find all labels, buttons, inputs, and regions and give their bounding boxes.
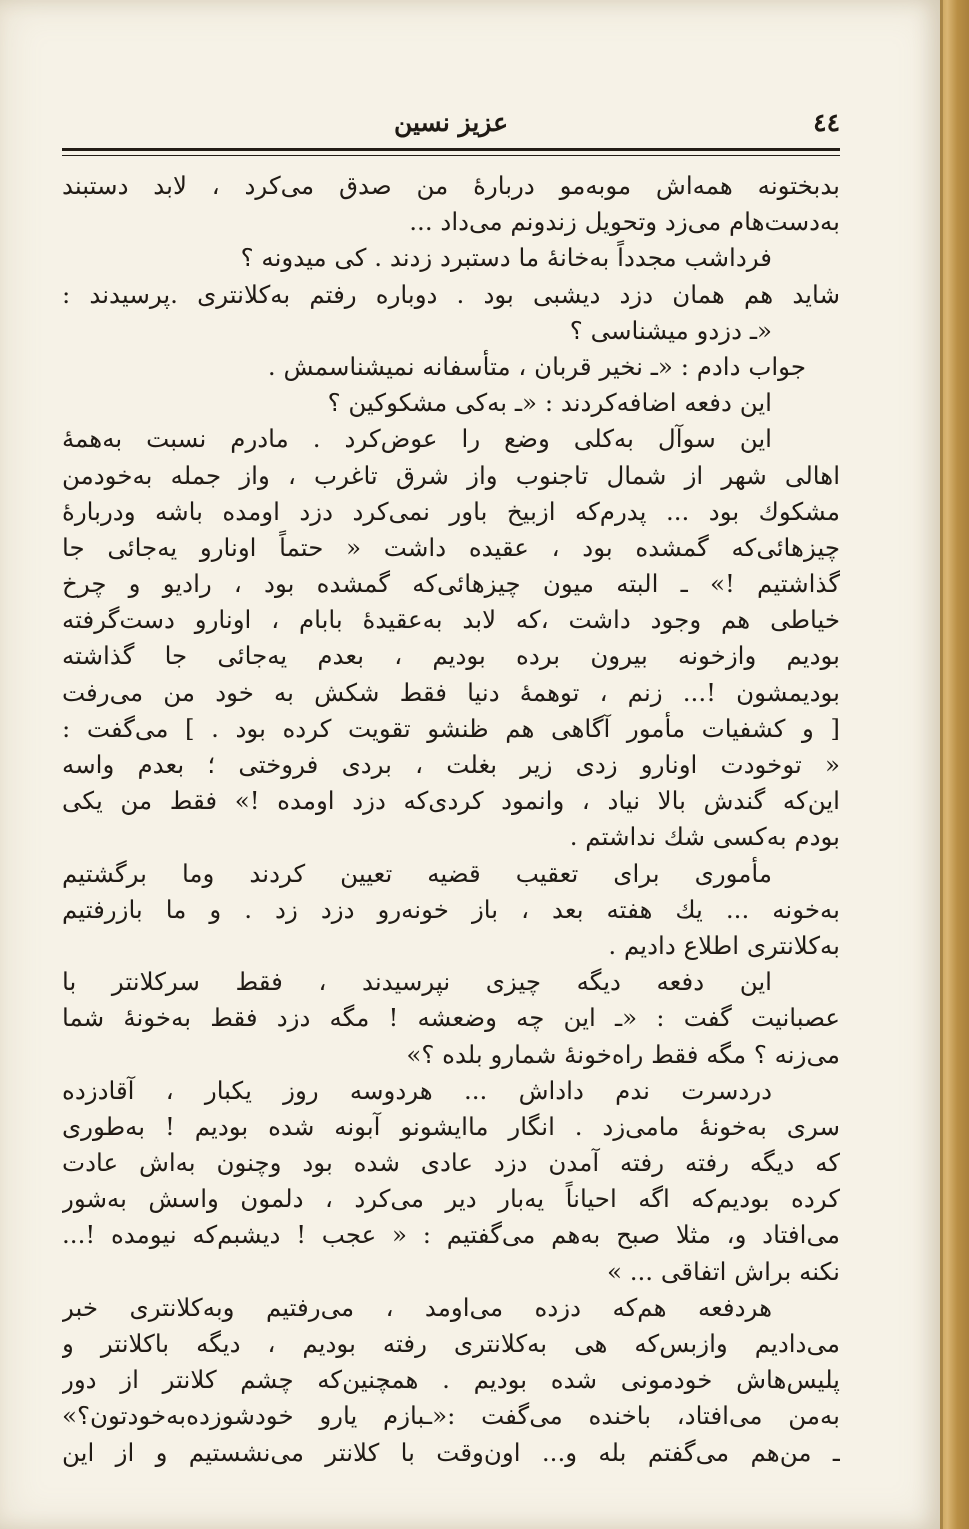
text-line: [ و کشفیات مأمور آگاهی هم ظنشو تقویت کرده بود . ] می‌گفت : xyxy=(62,713,840,743)
text-line: شاید هم همان دزد دیشبی بود . دوباره رفتم به‌کلانتری .پرسیدند : xyxy=(62,279,840,309)
text-line: پلیس‌هاش خودمونی شده بودیم . همچنین‌که چشم کلانتر از دور xyxy=(62,1365,840,1395)
body-text xyxy=(62,168,840,1471)
text-line: کرده بودیم‌که اگه احیاناً یه‌بار دیر می‌کرد ، دلمون واسش به‌شور xyxy=(62,1184,840,1214)
text-line: که دیگه رفته رفته آمدن دزد عادی شده بود وچنون به‌اش عادت xyxy=(62,1148,840,1178)
text-line: چیزهائی‌که گمشده بود ، عقیده داشت « حتماً اونارو یه‌جائی جا xyxy=(62,532,840,562)
text-line: هردفعه هم‌که دزده می‌اومد ، می‌رفتیم وبه‌کلانتری خبر xyxy=(62,1292,772,1322)
book-page-edge xyxy=(940,0,969,1529)
text-line: جواب دادم : «ـ نخیر قربان ، متأسفانه نمیشناسمش . xyxy=(267,351,806,381)
text-line: بدبختونه همه‌اش موبه‌مو دربارهٔ من صدق می‌کرد ، لابد دستبند xyxy=(62,171,840,200)
page-header xyxy=(62,108,840,142)
text-line: دردسرت ندم داداش ... هردوسه روز یکبار ، آقادزده xyxy=(62,1075,772,1105)
text-line: به‌خونه ... یك هفته بعد ، باز خونه‌رو دزد زد . و ما بازرفتیم xyxy=(62,894,840,924)
text-line: فرداشب مجدداً به‌خانهٔ ما دستبرد زدند . کی میدونه ؟ xyxy=(240,243,772,273)
text-line: عصبانیت گفت : «ـ این چه وضعشه ! مگه دزد فقط به‌خونهٔ شما xyxy=(62,1003,840,1033)
text-line: بودم به‌کسی شك نداشتم . xyxy=(569,822,840,852)
running-title: عزیز نسین xyxy=(393,108,508,137)
text-line: « توخودت اونارو زدی زیر بغلت ، بردی فروختی ؛ بعدم واسه xyxy=(62,750,840,779)
text-line: مشکوك بود ... پدرم‌که ازبیخ باور نمی‌کرد دزد اومده باشه ودربارهٔ xyxy=(62,496,840,526)
text-line: بودیمشون !... زنم ، توهمهٔ دنیا فقط شکش به خود من می‌رفت xyxy=(62,677,840,707)
text-line: اهالی شهر از شمال تاجنوب واز شرق تاغرب ، واز جمله به‌خودمن xyxy=(62,460,840,490)
text-line: این دفعه اضافه‌کردند : «ـ به‌کی مشکوکین ؟ xyxy=(327,388,772,418)
page-number: ٤٤ xyxy=(813,108,840,137)
text-line: به‌دست‌هام می‌زد وتحویل زندونم می‌داد ... xyxy=(409,207,840,237)
text-line: خیاطی هم وجود داشت ،که لابد به‌عقیدهٔ بابام ، اونارو دست‌گرفته xyxy=(62,605,840,635)
text-line: نکنه براش اتفاقی ... » xyxy=(606,1256,840,1286)
text-line: این سوآل به‌کلی وضع را عوض‌کرد . مادرم نسبت به‌همهٔ xyxy=(62,424,772,454)
text-line: می‌افتاد و، مثلا صبح به‌هم می‌گفتیم : « عجب ! دیشبم‌که نیومده !... xyxy=(62,1220,840,1250)
text-line: این دفعه دیگه چیزی نپرسیدند ، فقط سرکلانتر با xyxy=(62,967,772,997)
text-line: به‌من می‌افتاد، باخنده می‌گفت :«ـبازم یارو خودشوزده‌به‌خودتون؟» xyxy=(62,1401,840,1431)
text-line: به‌کلانتری اطلاع دادیم . xyxy=(608,930,840,960)
text-line: سری به‌خونهٔ مامی‌زد . انگار ماایشونو آبونه شده بودیم ! به‌طوری xyxy=(62,1111,840,1141)
text-line: ـ من‌هم می‌گفتم بله و... اون‌وقت با کلانتر می‌نشستیم و از این xyxy=(62,1437,840,1467)
header-rule-thick xyxy=(62,148,840,151)
text-line: گذاشتیم !» ـ البته میون چیزهائی‌که گمشده بود ، رادیو و چرخ xyxy=(62,569,840,599)
text-line: می‌زنه ؟ مگه فقط راه‌خونهٔ شمارو بلده ؟» xyxy=(406,1039,840,1069)
text-line: مأموری برای تعقیب قضیه تعیین کردند وما برگشتیم xyxy=(62,858,772,888)
header-rule-thin xyxy=(62,155,840,156)
text-line: بودیم وازخونه بیرون برده بودیم ، بعدم یه‌جائی جا گذاشته xyxy=(62,641,840,671)
text-line: «ـ دزدو میشناسی ؟ xyxy=(569,315,772,345)
text-line: این‌که گندش بالا نیاد ، وانمود کردی‌که دزد اومده !» فقط من یکی xyxy=(62,786,840,816)
text-line: می‌دادیم وازبس‌که هی به‌کلانتری رفته بودیم ، دیگه باکلانتر و xyxy=(62,1329,840,1358)
